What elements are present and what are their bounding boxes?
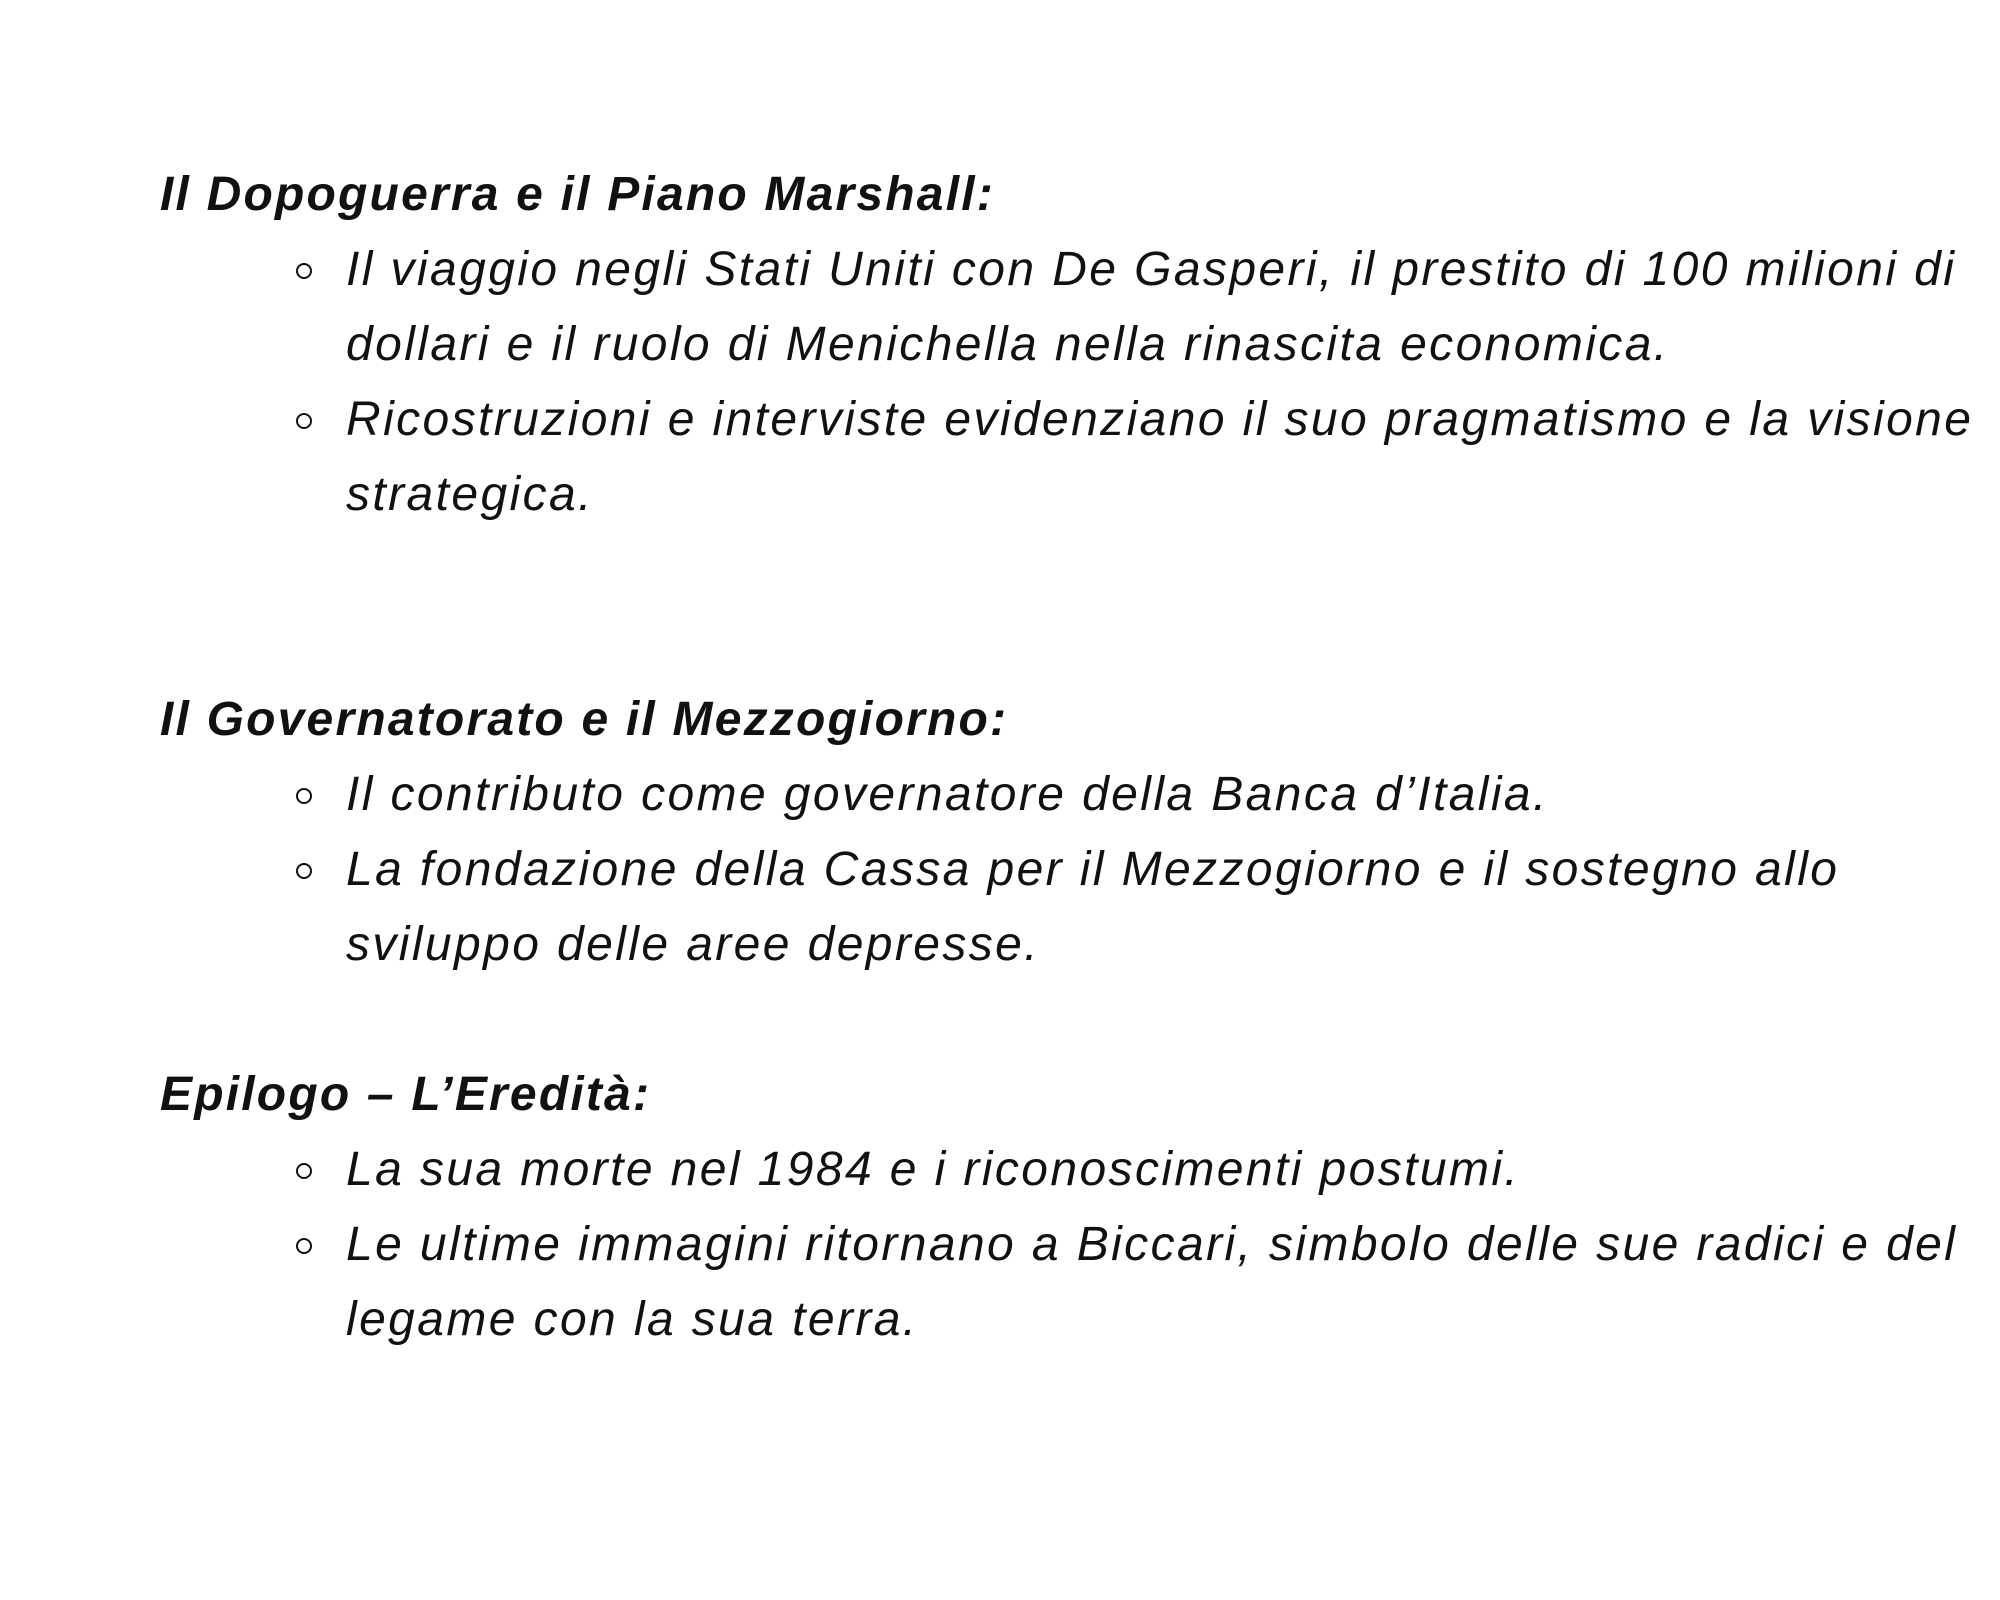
hollow-circle-bullet-icon <box>296 263 312 279</box>
list-item-text: La fondazione della Cassa per il Mezzogiorno e il sostegno allo sviluppo delle aree depresse. <box>346 843 1840 971</box>
section-dopoguerra <box>160 157 1974 532</box>
list-item <box>160 757 1986 832</box>
section-epilogo <box>160 1057 1958 1357</box>
section-heading: Epilogo – L’Eredità: <box>160 1068 652 1121</box>
bullet-list <box>160 232 1974 532</box>
list-item-text: Il viaggio negli Stati Uniti con De Gasperi, il prestito di 100 milioni di dollari e il ruolo di Menichella nella rinascita economica. <box>346 243 1957 371</box>
bullet-list <box>160 1132 1958 1357</box>
list-item <box>160 382 1986 532</box>
list-item-text: Ricostruzioni e interviste evidenziano il suo pragmatismo e la visione strategica. <box>346 393 1974 521</box>
section-governatorato <box>160 682 1880 982</box>
section-heading: Il Dopoguerra e il Piano Marshall: <box>160 168 995 221</box>
hollow-circle-bullet-icon <box>296 788 312 804</box>
list-item-text: Il contributo come governatore della Banca d’Italia. <box>346 768 1549 821</box>
hollow-circle-bullet-icon <box>296 1163 312 1179</box>
section-heading: Il Governatorato e il Mezzogiorno: <box>160 693 1009 746</box>
list-item <box>160 232 1986 382</box>
list-item <box>160 1207 1986 1357</box>
list-item-text: La sua morte nel 1984 e i riconoscimenti postumi. <box>346 1143 1521 1196</box>
list-item <box>160 832 1986 982</box>
list-item <box>160 1132 1986 1207</box>
hollow-circle-bullet-icon <box>296 863 312 879</box>
list-item-text: Le ultime immagini ritornano a Biccari, simbolo delle sue radici e del legame con la sua terra. <box>346 1218 1958 1346</box>
hollow-circle-bullet-icon <box>296 413 312 429</box>
bullet-list <box>160 757 1880 982</box>
hollow-circle-bullet-icon <box>296 1238 312 1254</box>
